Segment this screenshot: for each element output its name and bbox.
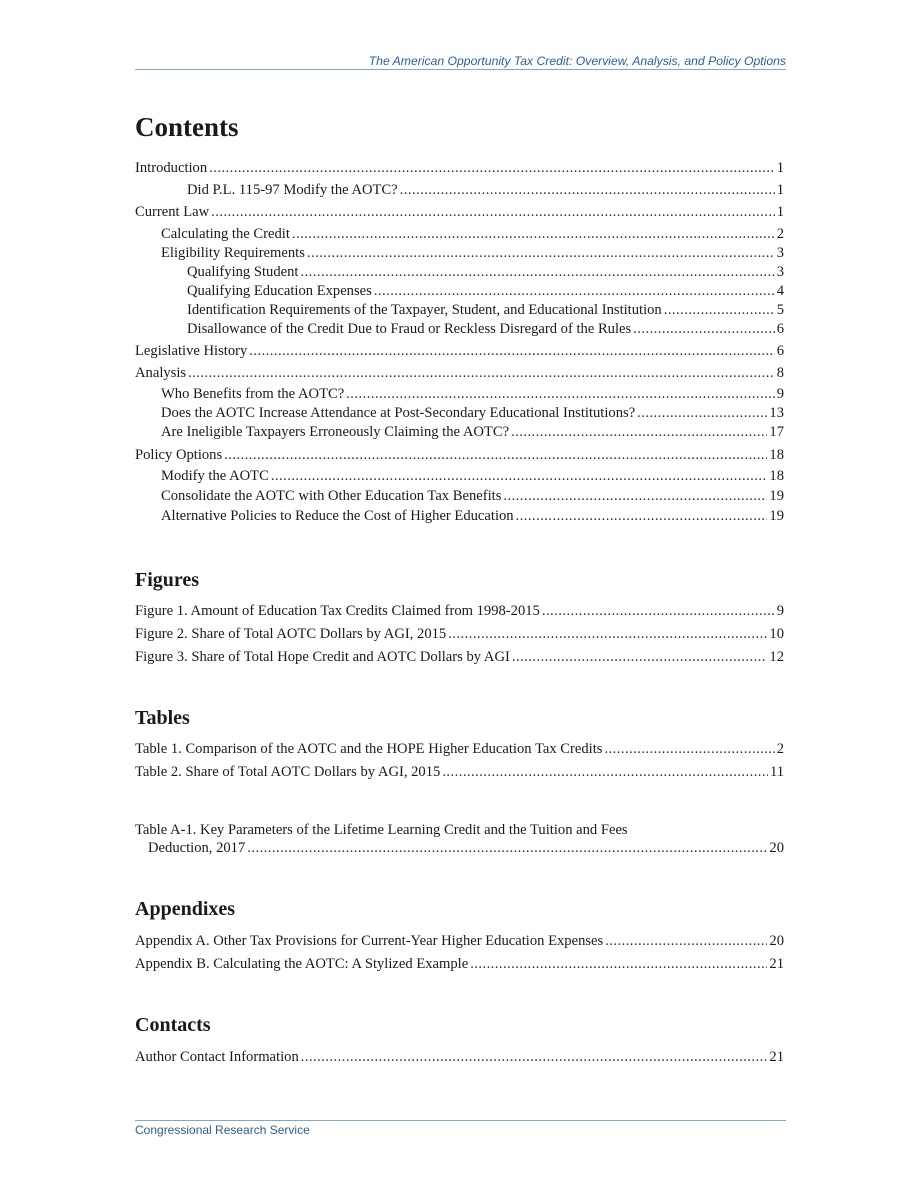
toc-entry-legislative-history[interactable] [135, 343, 784, 365]
figure-entry-2[interactable] [135, 626, 784, 649]
toc-entry-page: 19 [769, 488, 784, 504]
tables-list [135, 741, 784, 787]
contents-list [135, 160, 784, 528]
toc-entry-label: Table 1. Comparison of the AOTC and the HOPE Higher Education Tax Credits [135, 741, 603, 757]
toc-entry-page: 20 [769, 933, 784, 949]
toc-entry-label: Figure 3. Share of Total Hope Credit and AOTC Dollars by AGI [135, 649, 510, 665]
appendix-entry-b[interactable] [135, 956, 784, 979]
dot-leader [637, 405, 767, 422]
toc-entry-page: 13 [769, 405, 784, 421]
dot-leader [346, 386, 775, 403]
toc-entry-label: Figure 2. Share of Total AOTC Dollars by AGI, 2015 [135, 626, 447, 642]
table-entry-a1[interactable] [135, 821, 784, 860]
toc-entry-page: 8 [776, 365, 784, 381]
toc-entry-label: Figure 1. Amount of Education Tax Credits Claimed from 1998-2015 [135, 603, 540, 619]
toc-entry-page: 1 [776, 182, 784, 198]
toc-entry-label: Alternative Policies to Reduce the Cost of Higher Education [161, 508, 514, 524]
toc-entry-label: Current Law [135, 204, 210, 220]
toc-entry-page: 6 [776, 321, 784, 337]
toc-entry-label: Are Ineligible Taxpayers Erroneously Claiming the AOTC? [161, 424, 510, 440]
toc-entry-eligibility[interactable] [135, 245, 784, 264]
toc-entry-label: Policy Options [135, 447, 223, 463]
toc-entry-label: Qualifying Student [187, 264, 299, 280]
toc-entry-page: 18 [769, 447, 784, 463]
toc-entry-label: Did P.L. 115-97 Modify the AOTC? [187, 182, 398, 198]
toc-entry-label: Modify the AOTC [161, 468, 269, 484]
table-entry-2[interactable] [135, 764, 784, 787]
dot-leader [633, 321, 775, 338]
toc-entry-page: 2 [776, 226, 784, 242]
appendixes-list [135, 933, 784, 979]
toc-entry-page: 3 [776, 245, 784, 261]
appendixes-heading: Appendixes [135, 898, 236, 920]
toc-entry-label: Who Benefits from the AOTC? [161, 386, 345, 402]
toc-entry-page: 20 [769, 840, 784, 856]
footer-publisher: Congressional Research Service [135, 1123, 310, 1137]
dot-leader [442, 764, 768, 781]
dot-leader [300, 264, 774, 281]
toc-entry-label-continued: Deduction, 2017 [148, 840, 246, 856]
toc-entry-identification[interactable] [135, 302, 784, 321]
running-header: The American Opportunity Tax Credit: Overview, Analysis, and Policy Options [368, 54, 786, 68]
dot-leader [448, 626, 767, 643]
toc-entry-label: Author Contact Information [135, 1049, 299, 1065]
toc-entry-label: Disallowance of the Credit Due to Fraud or Reckless Disregard of the Rules [187, 321, 632, 337]
toc-entry-page: 4 [776, 283, 784, 299]
toc-entry-page: 1 [776, 160, 784, 176]
dot-leader [307, 245, 775, 262]
toc-entry-page: 10 [769, 626, 784, 642]
toc-entry-label: Table 2. Share of Total AOTC Dollars by AGI, 2015 [135, 764, 441, 780]
toc-entry-page: 11 [769, 764, 784, 780]
toc-entry-qualifying-student[interactable] [135, 264, 784, 283]
toc-entry-page: 9 [776, 386, 784, 402]
toc-entry-label: Legislative History [135, 343, 248, 359]
contact-entry-author[interactable] [135, 1049, 784, 1072]
toc-entry-pl-115-97[interactable] [135, 182, 784, 204]
figures-list [135, 603, 784, 672]
figure-entry-1[interactable] [135, 603, 784, 626]
dot-leader [516, 508, 768, 525]
contacts-list [135, 1049, 784, 1072]
dot-leader [664, 302, 775, 319]
dot-leader [542, 603, 775, 620]
contacts-heading: Contacts [135, 1014, 211, 1036]
toc-entry-ineligible-taxpayers[interactable] [135, 424, 784, 447]
toc-entry-page: 1 [776, 204, 784, 220]
dot-leader [271, 468, 768, 485]
dot-leader [247, 840, 767, 857]
toc-entry-calculating-credit[interactable] [135, 226, 784, 245]
toc-entry-label: Table A-1. Key Parameters of the Lifetime Learning Credit and the Tuition and Fees [135, 822, 628, 838]
toc-entry-modify-aotc[interactable] [135, 468, 784, 488]
toc-entry-consolidate[interactable] [135, 488, 784, 508]
toc-entry-label: Calculating the Credit [161, 226, 290, 242]
toc-entry-page: 21 [769, 956, 784, 972]
tables-heading: Tables [135, 707, 190, 729]
toc-entry-who-benefits[interactable] [135, 386, 784, 405]
toc-entry-label: Identification Requirements of the Taxpayer, Student, and Educational Institution [187, 302, 662, 318]
toc-entry-page: 17 [769, 424, 784, 440]
toc-entry-label: Eligibility Requirements [161, 245, 305, 261]
figures-heading: Figures [135, 569, 200, 591]
toc-entry-page: 3 [776, 264, 784, 280]
dot-leader [503, 488, 767, 505]
dot-leader [292, 226, 775, 243]
dot-leader [209, 160, 775, 177]
dot-leader [470, 956, 767, 973]
toc-entry-page: 21 [769, 1049, 784, 1065]
footer-rule [135, 1120, 786, 1121]
toc-entry-page: 9 [776, 603, 784, 619]
dot-leader [511, 424, 767, 441]
toc-entry-introduction[interactable] [135, 160, 784, 182]
toc-entry-label: Analysis [135, 365, 187, 381]
header-rule [135, 69, 786, 70]
toc-entry-analysis[interactable] [135, 365, 784, 386]
toc-entry-qualifying-expenses[interactable] [135, 283, 784, 302]
table-entry-1[interactable] [135, 741, 784, 764]
toc-entry-current-law[interactable] [135, 204, 784, 226]
toc-entry-page: 18 [769, 468, 784, 484]
appendix-entry-a[interactable] [135, 933, 784, 956]
toc-entry-attendance[interactable] [135, 405, 784, 424]
dot-leader [605, 933, 767, 950]
contents-heading: Contents [135, 112, 239, 142]
figure-entry-3[interactable] [135, 649, 784, 672]
dot-leader [224, 447, 767, 464]
dot-leader [301, 1049, 768, 1066]
dot-leader [512, 649, 768, 666]
toc-entry-page: 5 [776, 302, 784, 318]
toc-entry-page: 6 [776, 343, 784, 359]
toc-entry-disallowance[interactable] [135, 321, 784, 343]
toc-entry-label: Qualifying Education Expenses [187, 283, 372, 299]
dot-leader [604, 741, 774, 758]
toc-entry-page: 2 [776, 741, 784, 757]
dot-leader [188, 365, 775, 382]
toc-entry-label: Does the AOTC Increase Attendance at Post-Secondary Educational Institutions? [161, 405, 636, 421]
table-entry-a1-continuation [135, 840, 784, 860]
toc-entry-label: Appendix A. Other Tax Provisions for Current-Year Higher Education Expenses [135, 933, 604, 949]
toc-entry-policy-options[interactable] [135, 447, 784, 468]
dot-leader [374, 283, 775, 300]
toc-entry-label: Introduction [135, 160, 208, 176]
dot-leader [400, 182, 775, 199]
dot-leader [211, 204, 775, 221]
dot-leader [249, 343, 774, 360]
toc-entry-page: 12 [769, 649, 784, 665]
toc-entry-alternative-policies[interactable] [135, 508, 784, 528]
toc-entry-label: Consolidate the AOTC with Other Education Tax Benefits [161, 488, 502, 504]
toc-entry-page: 19 [769, 508, 784, 524]
toc-entry-label: Appendix B. Calculating the AOTC: A Stylized Example [135, 956, 469, 972]
